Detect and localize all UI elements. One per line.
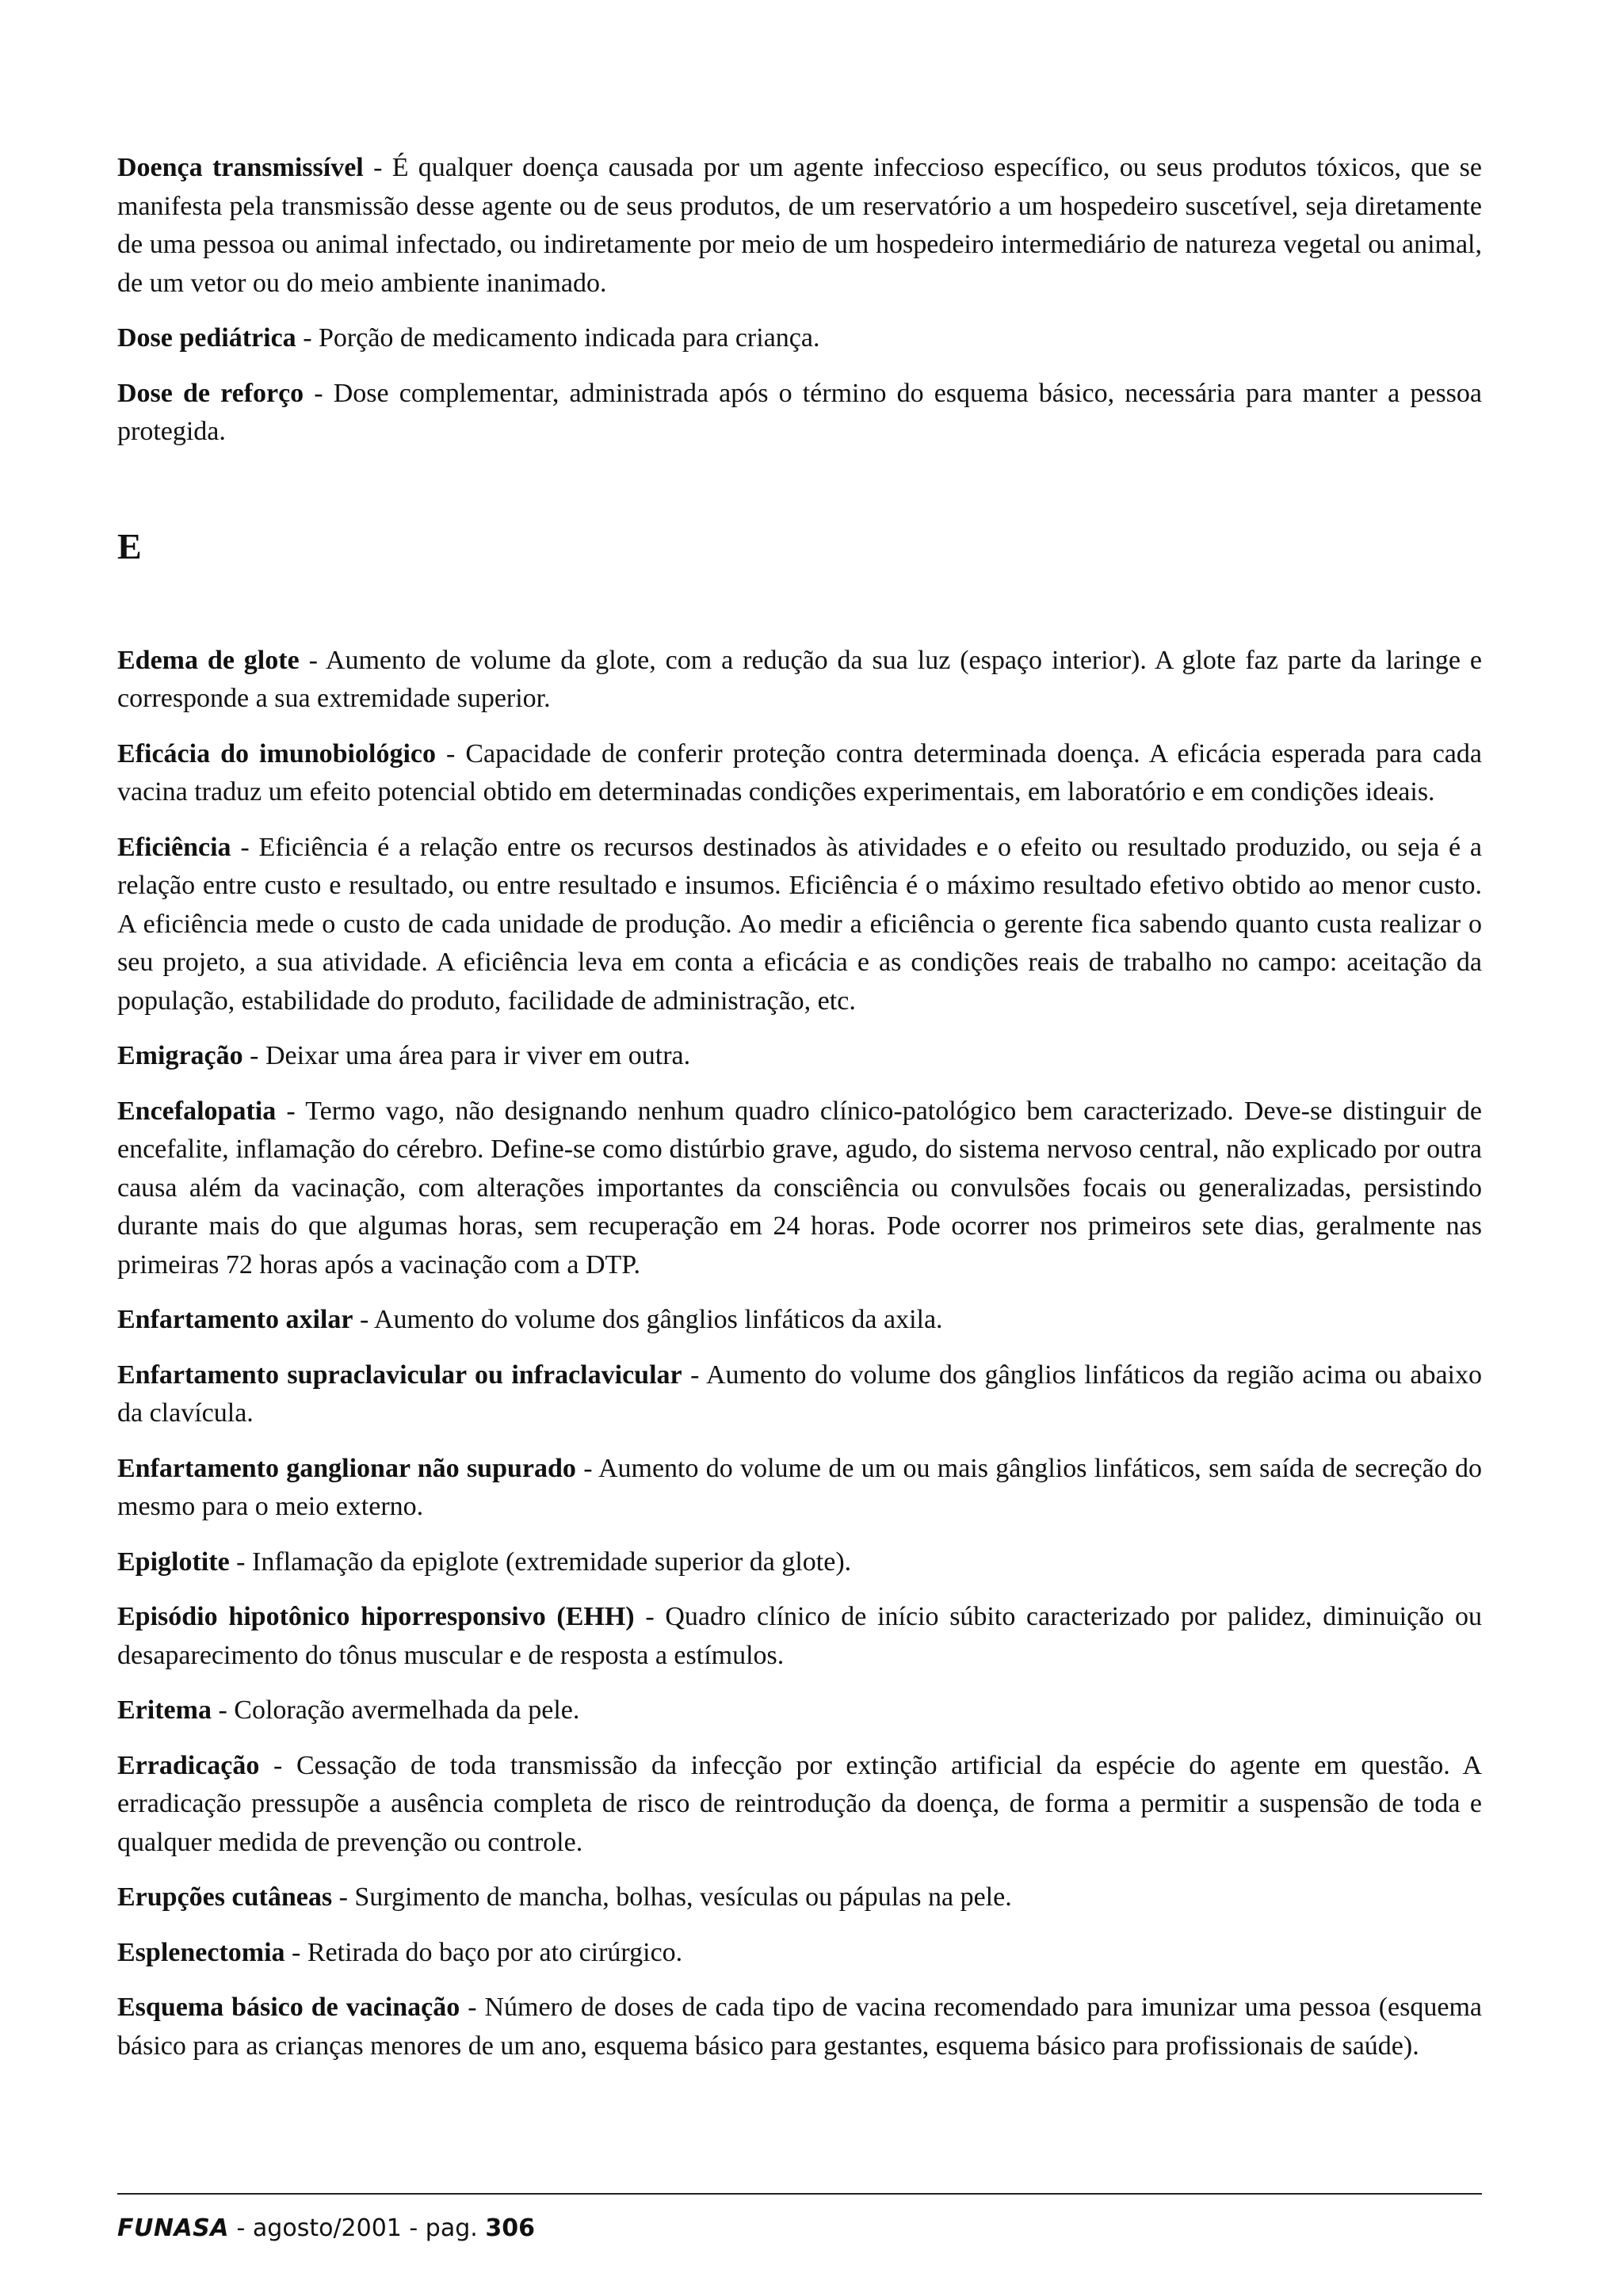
entry-term: Esplenectomia (117, 1937, 285, 1967)
entry-definition: - Aumento do volume dos gânglios linfáticos da região acima ou abaixo da clavícula. (117, 1360, 1482, 1428)
glossary-entry (117, 1543, 1482, 1582)
entry-definition: - Deixar uma área para ir viver em outra. (242, 1041, 691, 1070)
entry-term: Doença transmissível (117, 153, 364, 182)
glossary-entry (117, 1598, 1482, 1675)
entry-definition: - Cessação de toda transmissão da infecção por extinção artificial da espécie do agente em questão. A erradicação pressupõe a ausência completa de risco de reintrodução da doença, de forma a permitir a suspensão de toda e qualquer medida de prevenção ou controle. (117, 1750, 1482, 1857)
entry-term: Episódio hipotônico hiporresponsivo (EHH) (117, 1602, 635, 1631)
entry-definition: - Quadro clínico de início súbito caracterizado por palidez, diminuição ou desaparecimento do tônus muscular e de resposta a estímulos. (117, 1602, 1482, 1670)
entry-term: Erupções cutâneas (117, 1882, 333, 1912)
entry-definition: - É qualquer doença causada por um agente infeccioso específico, ou seus produtos tóxicos, que se manifesta pela transmissão desse agente ou de seus produtos, de um reservatório a um hospedeiro suscetível, seja diretamente de uma pessoa ou animal infectado, ou indiretamente por meio de um hospedeiro intermediário de natureza vegetal ou animal, de um vetor ou do meio ambiente inanimado. (117, 153, 1483, 298)
glossary-entry (117, 1878, 1482, 1917)
entry-term: Epiglotite (117, 1547, 230, 1577)
entry-term: Esquema básico de vacinação (117, 1993, 460, 2022)
entry-definition: - Aumento do volume dos gânglios linfáticos da axila. (353, 1305, 943, 1334)
glossary-entry (117, 1691, 1482, 1730)
glossary-entry (117, 829, 1482, 1021)
glossary-entry (117, 642, 1482, 719)
entry-term: Eficácia do imunobiológico (117, 738, 436, 769)
entry-term: Enfartamento ganglionar não supurado (117, 1453, 576, 1483)
glossary-entry (117, 1747, 1482, 1863)
glossary-entry (117, 1934, 1482, 1973)
entry-definition: - Aumento do volume de um ou mais gânglios linfáticos, sem saída de secreção do mesmo para o meio externo. (117, 1453, 1482, 1521)
entry-definition: - Termo vago, não designando nenhum quadro clínico-patológico bem caracterizado. Deve-se distinguir de encefalite, inflamação do cérebro. Define-se como distúrbio grave, agudo, do sistema nervoso central, não explicado por outra causa além da vacinação, com alterações importantes da consciência ou convulsões focais ou generalizadas, persistindo durante mais do que algumas horas, sem recuperação em 24 horas. Pode ocorrer nos primeiros sete dias, geralmente nas primeiras 72 horas após a vacinação com a DTP. (117, 1096, 1482, 1280)
glossary-entry (117, 375, 1482, 452)
section-letter-heading: E (117, 525, 142, 566)
entry-term: Dose de reforço (117, 378, 304, 408)
glossary-entry (117, 149, 1482, 303)
entry-definition: - Coloração avermelhada da pele. (211, 1695, 580, 1725)
entry-term: Eritema (117, 1695, 212, 1725)
entry-term: Enfartamento supraclavicular ou infraclavicular (117, 1360, 682, 1390)
entry-term: Eficiência (117, 832, 231, 862)
glossary-entry (117, 1037, 1482, 1076)
footer-date: - agosto/2001 - pag. (229, 2214, 486, 2242)
glossary-entry (117, 1450, 1482, 1527)
entry-term: Encefalopatia (117, 1096, 277, 1126)
glossary-entry (117, 1093, 1482, 1285)
glossary-entry (117, 319, 1482, 358)
entry-definition: - Dose complementar, administrada após o término do esquema básico, necessária para manter a pessoa protegida. (117, 378, 1483, 446)
entry-definition: - Número de doses de cada tipo de vacina recomendado para imunizar uma pessoa (esquema básico para as crianças menores de um ano, esquema básico para gestantes, esquema básico para profissionais de saúde). (117, 1993, 1482, 2061)
page-footer (117, 2214, 535, 2244)
entry-definition: - Capacidade de conferir proteção contra determinada doença. A eficácia esperada para cada vacina traduz um efeito potencial obtido em determinadas condições experimentais, em laboratório e em condições ideais. (117, 738, 1482, 807)
glossary-entry (117, 735, 1482, 812)
entry-term: Dose pediátrica (117, 323, 296, 353)
glossary-entry (117, 1989, 1482, 2065)
glossary-body (117, 149, 1482, 2082)
entry-definition: - Porção de medicamento indicada para criança. (296, 323, 820, 353)
entry-term: Edema de glote (117, 645, 300, 675)
glossary-entry (117, 1301, 1482, 1340)
entry-definition: - Inflamação da epiglote (extremidade superior da glote). (229, 1547, 852, 1577)
page-number: 306 (485, 2214, 535, 2242)
glossary-entry (117, 1356, 1482, 1433)
entry-term: Erradicação (117, 1750, 260, 1780)
entry-definition: - Eficiência é a relação entre os recursos destinados às atividades e o efeito ou resultado produzido, ou seja é a relação entre custo e resultado, ou entre resultado e insumos. Eficiência é o máximo resultado efetivo obtido ao menor custo. A eficiência mede o custo de cada unidade de produção. Ao medir a eficiência o gerente fica sabendo quanto custa realizar o seu projeto, a sua atividade. A eficiência leva em conta a eficácia e as condições reais de trabalho no campo: aceitação da população, estabilidade do produto, facilidade de administração, etc. (117, 832, 1482, 1016)
entry-term: Enfartamento axilar (117, 1305, 353, 1334)
entry-definition: - Surgimento de mancha, bolhas, vesículas ou pápulas na pele. (332, 1882, 1012, 1912)
footer-divider (117, 2193, 1482, 2195)
entry-definition: - Aumento de volume da glote, com a redução da sua luz (espaço interior). A glote faz parte da laringe e corresponde a sua extremidade superior. (117, 645, 1482, 713)
footer-brand: FUNASA (117, 2214, 230, 2242)
entry-definition: - Retirada do baço por ato cirúrgico. (285, 1937, 683, 1967)
entry-term: Emigração (117, 1041, 243, 1070)
